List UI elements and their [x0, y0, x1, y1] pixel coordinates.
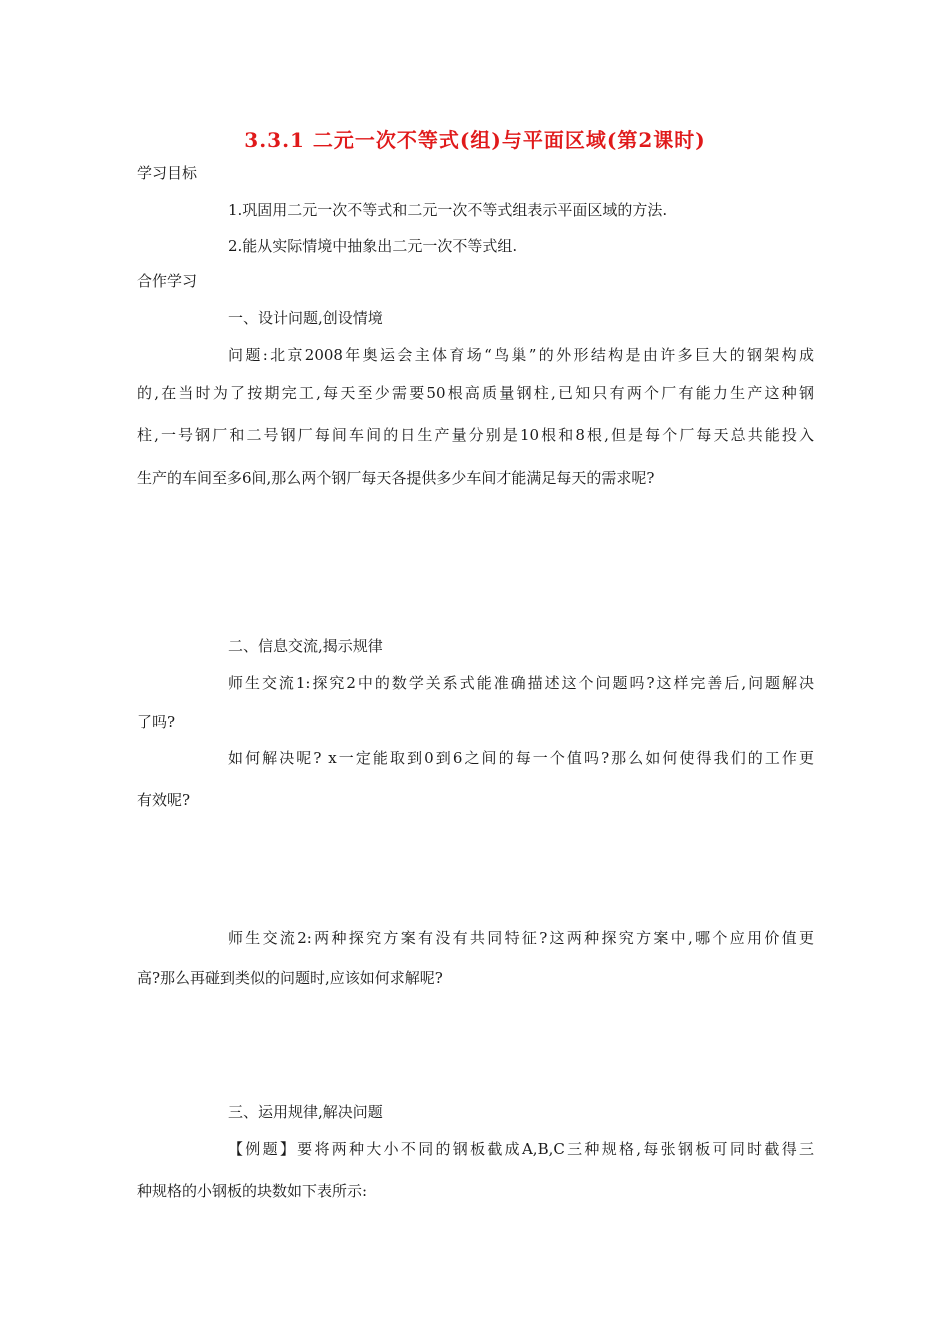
exchange1-line-1: 师生交流1:探究2中的数学关系式能准确描述这个问题吗?这样完善后,问题解决 — [228, 674, 814, 692]
problem-line-4: 生产的车间至多6间,那么两个钢厂每天各提供多少车间才能满足每天的需求呢? — [137, 469, 655, 487]
goal-item-1: 1.巩固用二元一次不等式和二元一次不等式组表示平面区域的方法. — [228, 201, 668, 219]
problem-line-3: 柱,一号钢厂和二号钢厂每间车间的日生产量分别是10根和8根,但是每个厂每天总共能投入 — [137, 426, 814, 444]
section-coop-heading: 合作学习 — [137, 272, 198, 290]
section-goals-heading: 学习目标 — [137, 164, 198, 182]
problem-line-2: 的,在当时为了按期完工,每天至少需要50根高质量钢柱,已知只有两个厂有能力生产这种钢 — [137, 384, 814, 402]
question-line-2: 有效呢? — [137, 791, 191, 809]
part1-heading: 一、设计问题,创设情境 — [228, 309, 383, 327]
part3-heading: 三、运用规律,解决问题 — [228, 1103, 383, 1121]
exchange1-line-2: 了吗? — [137, 713, 176, 731]
problem-line-1: 问题:北京2008年奥运会主体育场“鸟巢”的外形结构是由许多巨大的钢架构成 — [228, 346, 814, 364]
example-line-1: 【例题】要将两种大小不同的钢板截成A,B,C三种规格,每张钢板可同时截得三 — [228, 1140, 814, 1158]
exchange2-line-1: 师生交流2:两种探究方案有没有共同特征?这两种探究方案中,哪个应用价值更 — [228, 929, 814, 947]
example-line-2: 种规格的小钢板的块数如下表所示: — [137, 1182, 368, 1200]
exchange2-line-2: 高?那么再碰到类似的问题时,应该如何求解呢? — [137, 969, 443, 987]
goal-item-2: 2.能从实际情境中抽象出二元一次不等式组. — [228, 237, 518, 255]
question-line-1: 如何解决呢? x一定能取到0到6之间的每一个值吗?那么如何使得我们的工作更 — [228, 749, 814, 767]
page-title: 3.3.1 二元一次不等式(组)与平面区域(第2课时) — [244, 128, 706, 152]
part2-heading: 二、信息交流,揭示规律 — [228, 637, 383, 655]
